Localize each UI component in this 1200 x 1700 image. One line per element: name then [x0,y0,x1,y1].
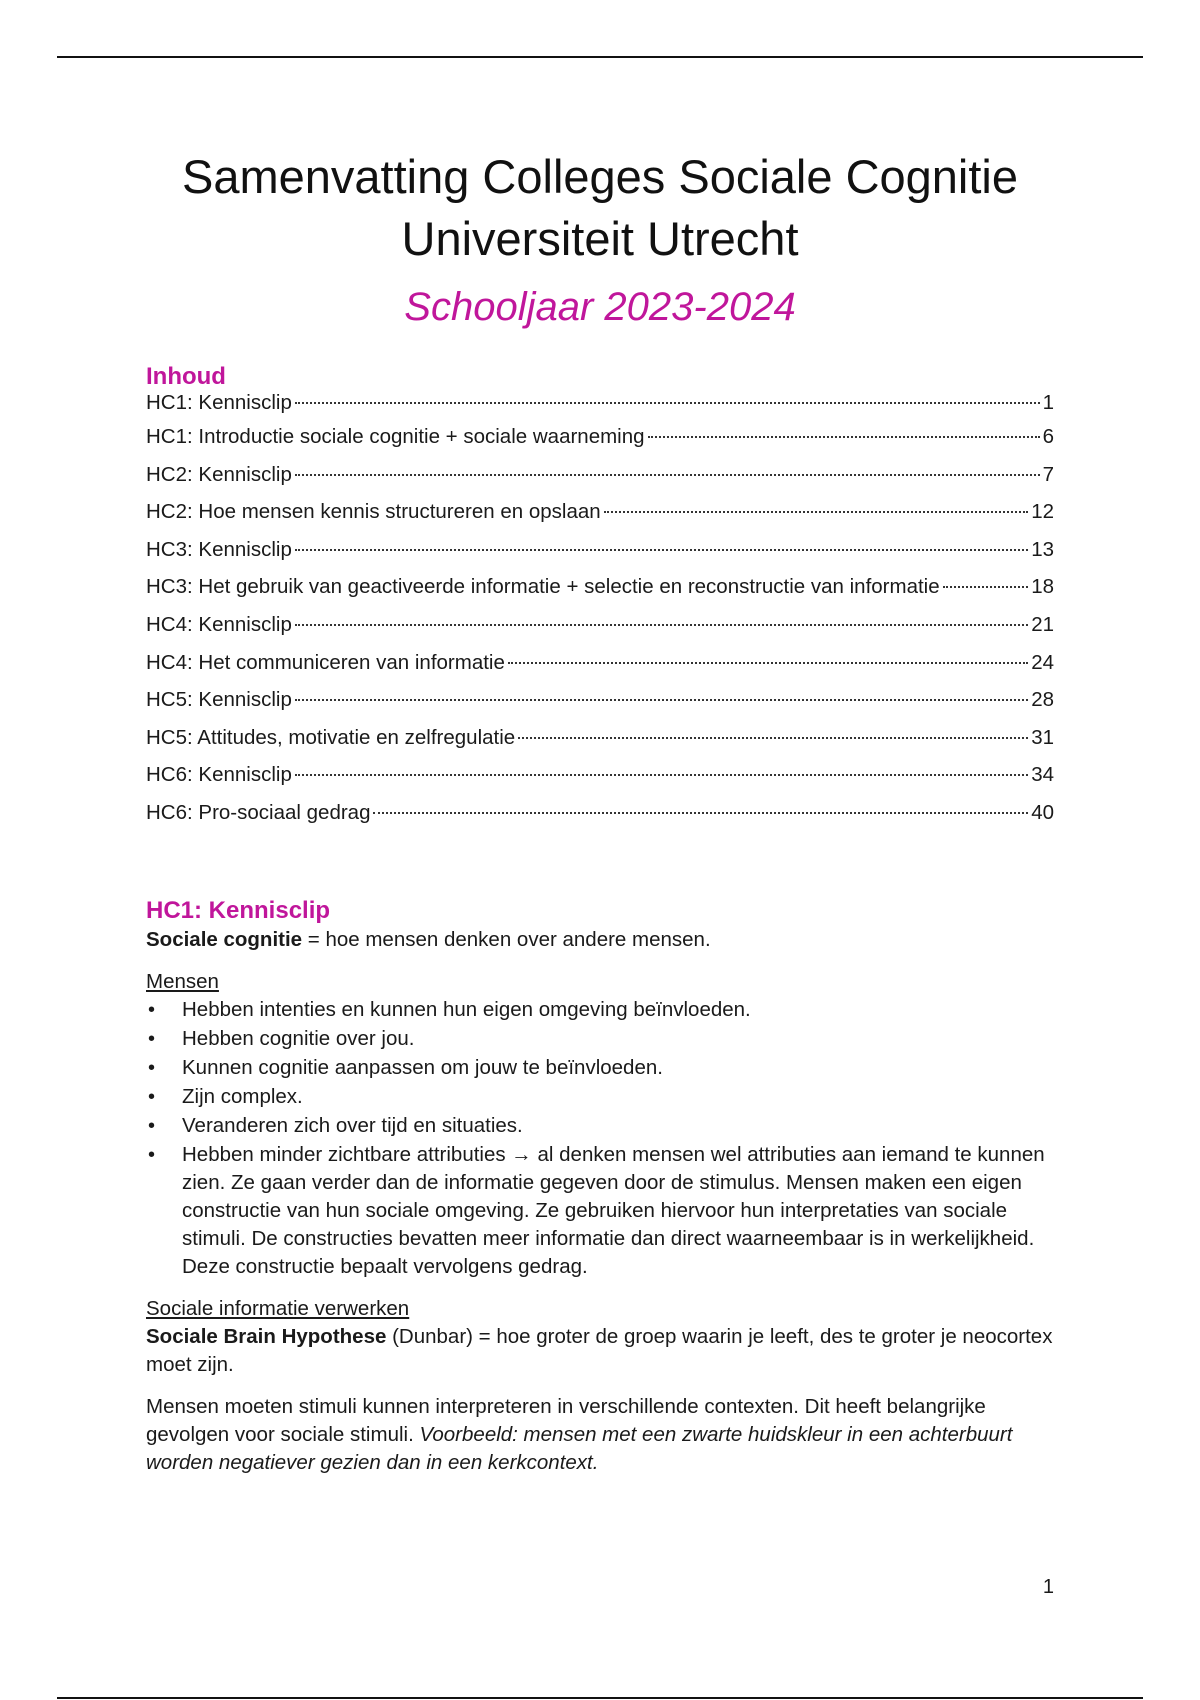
toc-heading: Inhoud [146,363,226,390]
list-item: • Zijn complex. [146,1083,1054,1111]
toc-entry[interactable] [146,464,1054,502]
list-item: • Hebben intenties en kunnen hun eigen omgeving beïnvloeden. [146,996,1054,1024]
document-title [146,146,1054,270]
toc-leader [648,436,1040,438]
toc-entry[interactable] [146,614,1054,652]
title-line-2: Universiteit Utrecht [401,212,799,265]
list-item: • Hebben cognitie over jou. [146,1025,1054,1053]
toc-entry[interactable] [146,576,1054,614]
list-item: • Kunnen cognitie aanpassen om jouw te beïnvloeden. [146,1054,1054,1082]
toc-entry[interactable] [146,689,1054,727]
toc-leader [508,662,1028,664]
context-text: Mensen moeten stimuli kunnen interpreteren in verschillende contexten. Dit heeft belangrijke gevolgen voor sociale stimuli. [146,1394,986,1446]
toc-entry-label: HC4: Kennisclip [146,612,292,636]
footer-rule [57,1697,1143,1699]
toc-entry[interactable] [146,539,1054,577]
toc-entry-page: 40 [1031,800,1054,824]
toc-entry-label: HC5: Kennisclip [146,688,292,712]
toc-leader [295,624,1028,626]
toc-entry-page: 1 [1042,391,1054,414]
toc-entry-label: HC3: Het gebruik van geactiveerde informatie + selectie en reconstructie van informatie [146,575,940,599]
toc-entry[interactable] [146,392,1054,426]
context-example: Voorbeeld: mensen met een zwarte huidskleur in een achterbuurt worden negatiever gezien dan in een kerkcontext. [146,1422,1013,1474]
toc-entry[interactable] [146,426,1054,464]
toc-entry-label: HC2: Kennisclip [146,462,292,486]
toc-leader [295,402,1040,404]
toc-leader [518,737,1028,739]
toc-entry-label: HC3: Kennisclip [146,537,292,561]
toc-entry-page: 13 [1031,537,1054,561]
section-heading: HC1: Kennisclip [146,896,331,924]
toc-entry-page: 6 [1042,425,1054,448]
toc-leader [604,511,1029,513]
document-subtitle: Schooljaar 2023-2024 [404,285,796,329]
toc-entry-page: 24 [1031,650,1054,674]
info-subheading: Sociale informatie verwerken [146,1296,410,1320]
toc-leader [295,774,1028,776]
toc-entry-label: HC1: Kennisclip [146,391,292,414]
context-paragraph [146,1393,1054,1477]
toc-entry-page: 28 [1031,688,1054,712]
sbh-paragraph [146,1323,1054,1379]
definition-term: Sociale cognitie [146,927,303,951]
toc-leader [943,586,1029,588]
toc-leader [295,474,1040,476]
toc-entry-label: HC1: Introductie sociale cognitie + sociale waarneming [146,425,645,448]
toc-entry[interactable] [146,764,1054,802]
list-item: • Hebben minder zichtbare attributies → al denken mensen wel attributies aan iemand te kunnen zien. Ze gaan verder dan de informatie gegeven door de stimulus. Mensen maken een eigen constructie van hun sociale omgeving. Ze gebruiken hiervoor hun interpretaties van sociale stimuli. De constructies bevatten meer informatie dan direct waarneembaar is in werkelijkheid. Deze constructie bepaalt vervolgens gedrag. [146,1141,1054,1281]
table-of-contents [146,392,1054,840]
header-rule [57,56,1143,58]
sbh-term: Sociale Brain Hypothese [146,1324,387,1348]
toc-leader [295,549,1028,551]
definition-paragraph [146,926,1054,954]
toc-entry-label: HC2: Hoe mensen kennis structureren en opslaan [146,500,601,524]
mensen-bullet-list [146,996,1054,1281]
toc-entry-page: 31 [1031,725,1054,749]
toc-leader [295,699,1028,701]
toc-entry-label: HC5: Attitudes, motivatie en zelfregulatie [146,725,516,749]
toc-leader [373,812,1028,814]
toc-entry-page: 18 [1031,575,1054,599]
toc-entry-page: 21 [1031,612,1054,636]
toc-entry-page: 7 [1042,462,1054,486]
sbh-text: (Dunbar) = hoe groter de groep waarin je leeft, des te groter je neocortex moet zijn. [146,1324,1053,1376]
toc-entry[interactable] [146,652,1054,690]
toc-entry[interactable] [146,802,1054,840]
page-number: 1 [1042,1576,1054,1598]
toc-entry-page: 12 [1031,500,1054,524]
toc-entry-label: HC6: Pro-sociaal gedrag [146,800,371,824]
definition-text: = hoe mensen denken over andere mensen. [302,927,711,951]
title-line-1: Samenvatting Colleges Sociale Cognitie [181,150,1019,203]
toc-entry-label: HC6: Kennisclip [146,763,292,787]
toc-entry[interactable] [146,727,1054,765]
toc-entry-page: 34 [1031,763,1054,787]
document-page [146,140,1054,1477]
toc-entry-label: HC4: Het communiceren van informatie [146,650,505,674]
list-item: • Veranderen zich over tijd en situaties. [146,1112,1054,1140]
mensen-subheading: Mensen [146,969,219,993]
toc-entry[interactable] [146,501,1054,539]
